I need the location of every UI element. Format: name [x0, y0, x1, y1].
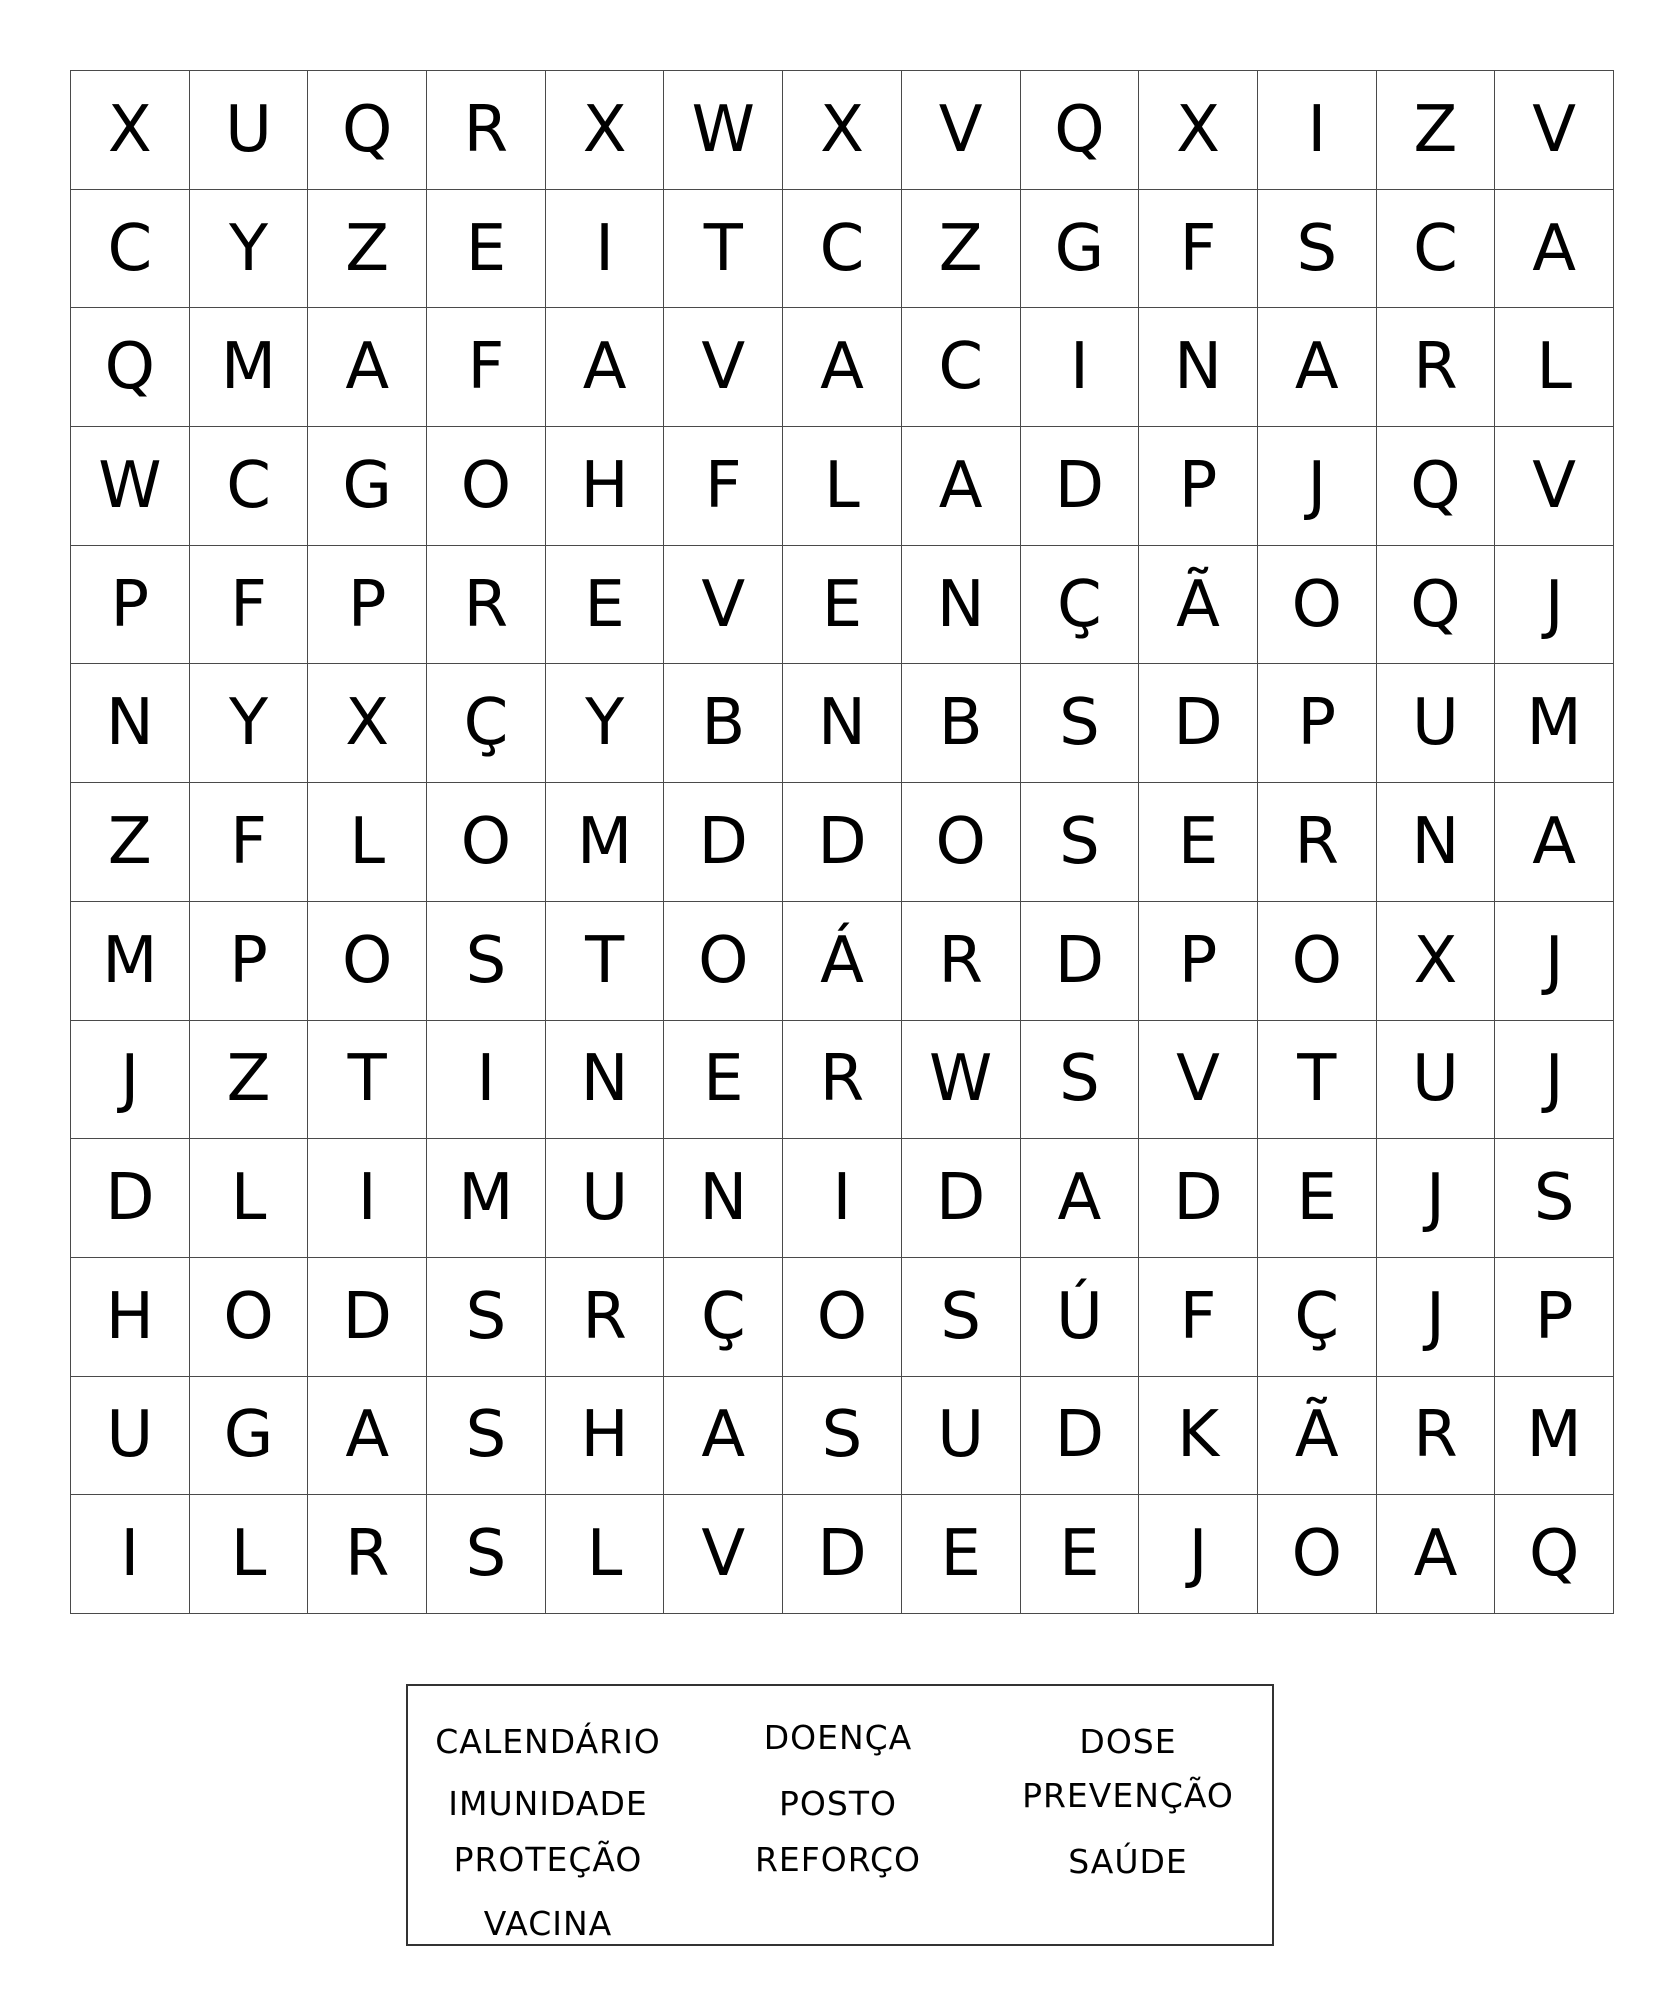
grid-cell[interactable]: E	[427, 190, 546, 309]
grid-cell[interactable]: R	[546, 1258, 665, 1377]
grid-cell[interactable]: D	[1139, 1139, 1258, 1258]
grid-cell[interactable]: V	[664, 308, 783, 427]
grid-cell[interactable]: I	[1021, 308, 1140, 427]
grid-cell[interactable]: F	[664, 427, 783, 546]
grid-cell[interactable]: W	[71, 427, 190, 546]
grid-cell[interactable]: V	[902, 71, 1021, 190]
grid-cell[interactable]: J	[1495, 1021, 1614, 1140]
grid-cell[interactable]: I	[71, 1495, 190, 1614]
word-bank	[406, 1684, 1274, 1946]
grid-cell[interactable]: S	[783, 1377, 902, 1496]
grid-cell[interactable]: X	[546, 71, 665, 190]
grid-cell[interactable]: D	[783, 1495, 902, 1614]
grid-cell[interactable]: N	[664, 1139, 783, 1258]
grid-cell[interactable]: Z	[71, 783, 190, 902]
grid-cell[interactable]: C	[783, 190, 902, 309]
grid-cell[interactable]: L	[308, 783, 427, 902]
grid-cell[interactable]: V	[1495, 427, 1614, 546]
grid-cell[interactable]: T	[546, 902, 665, 1021]
grid-cell[interactable]: F	[1139, 1258, 1258, 1377]
grid-cell[interactable]: E	[1139, 783, 1258, 902]
grid-cell[interactable]: E	[1258, 1139, 1377, 1258]
grid-cell[interactable]: Ã	[1139, 546, 1258, 665]
grid-cell[interactable]: S	[1495, 1139, 1614, 1258]
grid-cell[interactable]: U	[1377, 1021, 1496, 1140]
grid-cell[interactable]: G	[308, 427, 427, 546]
grid-cell[interactable]: A	[1495, 783, 1614, 902]
grid-cell[interactable]: U	[902, 1377, 1021, 1496]
grid-cell[interactable]: U	[546, 1139, 665, 1258]
grid-cell[interactable]: F	[190, 783, 309, 902]
grid-cell[interactable]: P	[1495, 1258, 1614, 1377]
grid-cell[interactable]: M	[1495, 1377, 1614, 1496]
grid-cell[interactable]: A	[1495, 190, 1614, 309]
grid-cell[interactable]: L	[190, 1495, 309, 1614]
grid-cell[interactable]: B	[664, 664, 783, 783]
grid-cell[interactable]: Z	[308, 190, 427, 309]
grid-cell[interactable]: H	[546, 427, 665, 546]
word-dose: DOSE	[1079, 1722, 1177, 1761]
word-doenca: DOENÇA	[763, 1718, 913, 1757]
grid-cell[interactable]: O	[664, 902, 783, 1021]
grid-cell[interactable]: O	[427, 783, 546, 902]
grid-cell[interactable]: N	[902, 546, 1021, 665]
grid-cell[interactable]: X	[1139, 71, 1258, 190]
grid-cell[interactable]: P	[308, 546, 427, 665]
grid-cell[interactable]: Y	[546, 664, 665, 783]
grid-cell[interactable]: Q	[1021, 71, 1140, 190]
grid-cell[interactable]: P	[190, 902, 309, 1021]
grid-cell[interactable]: E	[546, 546, 665, 665]
grid-cell[interactable]: J	[1377, 1258, 1496, 1377]
grid-cell[interactable]: X	[783, 71, 902, 190]
grid-cell[interactable]: N	[1377, 783, 1496, 902]
grid-cell[interactable]: A	[308, 308, 427, 427]
grid-cell[interactable]: E	[783, 546, 902, 665]
grid-cell[interactable]: O	[1258, 1495, 1377, 1614]
grid-cell[interactable]: P	[1258, 664, 1377, 783]
grid-cell[interactable]: S	[902, 1258, 1021, 1377]
grid-cell[interactable]: X	[308, 664, 427, 783]
grid-cell[interactable]: Z	[902, 190, 1021, 309]
grid-cell[interactable]: Ç	[427, 664, 546, 783]
grid-cell[interactable]: V	[664, 546, 783, 665]
grid-cell[interactable]: D	[664, 783, 783, 902]
grid-cell[interactable]: A	[783, 308, 902, 427]
grid-cell[interactable]: U	[1377, 664, 1496, 783]
grid-cell[interactable]: A	[308, 1377, 427, 1496]
grid-cell[interactable]: Ç	[1021, 546, 1140, 665]
word-saude: SAÚDE	[1068, 1842, 1188, 1881]
word-prevencao: PREVENÇÃO	[1022, 1776, 1234, 1815]
grid-cell[interactable]: M	[71, 902, 190, 1021]
grid-cell[interactable]: O	[190, 1258, 309, 1377]
grid-cell[interactable]: R	[1258, 783, 1377, 902]
grid-cell[interactable]: R	[427, 71, 546, 190]
grid-cell[interactable]: T	[1258, 1021, 1377, 1140]
grid-cell[interactable]: F	[1139, 190, 1258, 309]
grid-cell[interactable]: A	[1258, 308, 1377, 427]
grid-cell[interactable]: D	[71, 1139, 190, 1258]
grid-cell[interactable]: V	[664, 1495, 783, 1614]
grid-cell[interactable]: I	[308, 1139, 427, 1258]
grid-cell[interactable]: A	[1021, 1139, 1140, 1258]
grid-cell[interactable]: V	[1139, 1021, 1258, 1140]
grid-cell[interactable]: M	[190, 308, 309, 427]
grid-cell[interactable]: A	[902, 427, 1021, 546]
grid-cell[interactable]: S	[1021, 1021, 1140, 1140]
grid-cell[interactable]: S	[427, 1377, 546, 1496]
grid-cell[interactable]: L	[546, 1495, 665, 1614]
letter-grid	[70, 70, 1614, 1614]
grid-cell[interactable]: S	[1021, 664, 1140, 783]
grid-cell[interactable]: P	[1139, 427, 1258, 546]
grid-cell[interactable]: N	[71, 664, 190, 783]
grid-cell[interactable]: H	[71, 1258, 190, 1377]
grid-cell[interactable]: F	[190, 546, 309, 665]
grid-cell[interactable]: R	[308, 1495, 427, 1614]
grid-cell[interactable]: D	[308, 1258, 427, 1377]
grid-cell[interactable]: Ã	[1258, 1377, 1377, 1496]
grid-cell[interactable]: V	[1495, 71, 1614, 190]
grid-cell[interactable]: S	[1258, 190, 1377, 309]
grid-cell[interactable]: K	[1139, 1377, 1258, 1496]
grid-cell[interactable]: H	[546, 1377, 665, 1496]
grid-cell[interactable]: J	[1495, 546, 1614, 665]
grid-cell[interactable]: J	[1377, 1139, 1496, 1258]
grid-cell[interactable]: L	[190, 1139, 309, 1258]
grid-cell[interactable]: R	[783, 1021, 902, 1140]
grid-cell[interactable]: S	[427, 1495, 546, 1614]
grid-cell[interactable]: L	[1495, 308, 1614, 427]
grid-cell[interactable]: A	[664, 1377, 783, 1496]
grid-cell[interactable]: N	[546, 1021, 665, 1140]
grid-cell[interactable]: S	[427, 1258, 546, 1377]
word-imunidade: IMUNIDADE	[448, 1784, 648, 1823]
grid-cell[interactable]: O	[1258, 902, 1377, 1021]
grid-cell[interactable]: E	[1021, 1495, 1140, 1614]
grid-cell[interactable]: Z	[1377, 71, 1496, 190]
grid-cell[interactable]: P	[71, 546, 190, 665]
grid-cell[interactable]: Ç	[664, 1258, 783, 1377]
grid-cell[interactable]: A	[1377, 1495, 1496, 1614]
grid-cell[interactable]: O	[902, 783, 1021, 902]
grid-cell[interactable]: M	[427, 1139, 546, 1258]
grid-cell[interactable]: B	[902, 664, 1021, 783]
grid-cell[interactable]: R	[902, 902, 1021, 1021]
grid-cell[interactable]: R	[1377, 1377, 1496, 1496]
grid-cell[interactable]: R	[1377, 308, 1496, 427]
grid-cell[interactable]: O	[427, 427, 546, 546]
grid-cell[interactable]: J	[1139, 1495, 1258, 1614]
word-calendario: CALENDÁRIO	[435, 1722, 661, 1761]
grid-cell[interactable]: W	[664, 71, 783, 190]
grid-cell[interactable]: Y	[190, 664, 309, 783]
grid-cell[interactable]: I	[783, 1139, 902, 1258]
grid-cell[interactable]: G	[1021, 190, 1140, 309]
grid-cell[interactable]: R	[427, 546, 546, 665]
grid-cell[interactable]: O	[308, 902, 427, 1021]
grid-cell[interactable]: N	[783, 664, 902, 783]
grid-cell[interactable]: C	[1377, 190, 1496, 309]
grid-cell[interactable]: O	[1258, 546, 1377, 665]
grid-cell[interactable]: J	[71, 1021, 190, 1140]
grid-cell[interactable]: N	[1139, 308, 1258, 427]
grid-cell[interactable]: J	[1258, 427, 1377, 546]
grid-cell[interactable]: C	[902, 308, 1021, 427]
grid-cell[interactable]: Y	[190, 190, 309, 309]
grid-cell[interactable]: Q	[1377, 546, 1496, 665]
grid-cell[interactable]: Q	[308, 71, 427, 190]
word-reforco: REFORÇO	[754, 1840, 922, 1879]
grid-cell[interactable]: S	[1021, 783, 1140, 902]
grid-cell[interactable]: C	[190, 427, 309, 546]
grid-cell[interactable]: D	[1021, 427, 1140, 546]
grid-cell[interactable]: Á	[783, 902, 902, 1021]
grid-cell[interactable]: G	[190, 1377, 309, 1496]
grid-cell[interactable]: X	[71, 71, 190, 190]
grid-cell[interactable]: D	[783, 783, 902, 902]
word-vacina: VACINA	[483, 1904, 613, 1943]
grid-cell[interactable]: C	[71, 190, 190, 309]
grid-cell[interactable]: Q	[1377, 427, 1496, 546]
grid-cell[interactable]: Ú	[1021, 1258, 1140, 1377]
grid-cell[interactable]: W	[902, 1021, 1021, 1140]
grid-cell[interactable]: E	[902, 1495, 1021, 1614]
grid-cell[interactable]: Q	[1495, 1495, 1614, 1614]
grid-cell[interactable]: T	[308, 1021, 427, 1140]
grid-cell[interactable]: I	[427, 1021, 546, 1140]
grid-cell[interactable]: P	[1139, 902, 1258, 1021]
grid-cell[interactable]: T	[664, 190, 783, 309]
grid-cell[interactable]: M	[1495, 664, 1614, 783]
grid-cell[interactable]: L	[783, 427, 902, 546]
word-posto: POSTO	[779, 1784, 897, 1823]
grid-cell[interactable]: M	[546, 783, 665, 902]
grid-cell[interactable]: I	[1258, 71, 1377, 190]
grid-cell[interactable]: J	[1495, 902, 1614, 1021]
grid-cell[interactable]: Z	[190, 1021, 309, 1140]
grid-cell[interactable]: E	[664, 1021, 783, 1140]
grid-cell[interactable]: O	[783, 1258, 902, 1377]
grid-cell[interactable]: I	[546, 190, 665, 309]
grid-cell[interactable]: Q	[71, 308, 190, 427]
grid-cell[interactable]: Ç	[1258, 1258, 1377, 1377]
grid-cell[interactable]: F	[427, 308, 546, 427]
word-protecao: PROTEÇÃO	[453, 1840, 643, 1879]
grid-cell[interactable]: D	[1021, 902, 1140, 1021]
grid-cell[interactable]: U	[71, 1377, 190, 1496]
grid-cell[interactable]: S	[427, 902, 546, 1021]
grid-cell[interactable]: D	[1021, 1377, 1140, 1496]
grid-cell[interactable]: D	[902, 1139, 1021, 1258]
grid-cell[interactable]: A	[546, 308, 665, 427]
grid-cell[interactable]: U	[190, 71, 309, 190]
grid-cell[interactable]: D	[1139, 664, 1258, 783]
grid-cell[interactable]: X	[1377, 902, 1496, 1021]
